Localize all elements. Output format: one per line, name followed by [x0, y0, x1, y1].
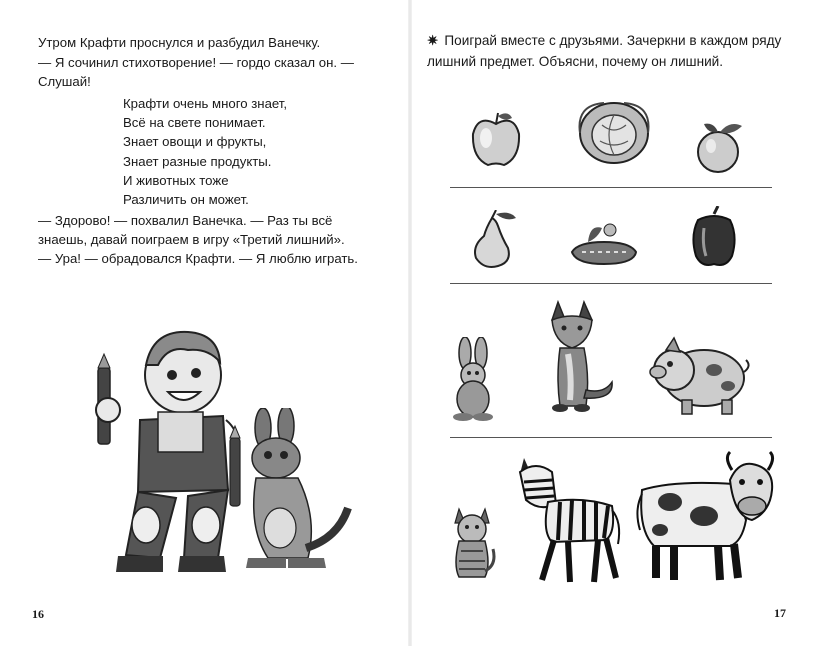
orange-image[interactable]	[696, 118, 746, 176]
reply-line-1: — Здорово! — похвалил Ванечка. — Раз ты всё	[38, 213, 333, 228]
page-number-left: 16	[32, 607, 44, 621]
poem-line: И животных тоже	[123, 172, 229, 188]
intro-line-1: Утром Крафти проснулся и разбудил Ванечку.	[38, 35, 321, 50]
apple-image[interactable]	[468, 110, 524, 168]
row-divider	[450, 187, 772, 188]
cucumber-image[interactable]	[568, 216, 640, 268]
pig-image[interactable]	[644, 336, 750, 418]
intro-line-3: Слушай!	[38, 74, 91, 89]
cat-image[interactable]	[447, 505, 497, 581]
reply-line-2: знаешь, давай поиграем в игру «Третий лишний».	[38, 232, 345, 247]
poem-line: Знает разные продукты.	[123, 153, 272, 169]
bell-pepper-image[interactable]	[688, 206, 740, 270]
pear-image[interactable]	[468, 210, 520, 270]
cow-image[interactable]	[634, 450, 778, 586]
page-number-right: 17	[774, 606, 786, 620]
kangaroo-illustration	[228, 408, 353, 578]
fox-image[interactable]	[538, 298, 618, 416]
row-divider	[450, 437, 772, 438]
task-text: Поиграй вместе с друзьями. Зачеркни в каждом ряду лишний предмет. Объясни, почему он лишний.	[427, 33, 782, 69]
zebra-image[interactable]	[512, 452, 624, 588]
book-gutter	[408, 0, 412, 646]
reply-line-3: — Ура! — обрадовался Крафти. — Я люблю играть.	[38, 251, 358, 266]
poem	[123, 94, 287, 209]
rabbit-image[interactable]	[447, 337, 499, 421]
row-divider	[450, 283, 772, 284]
poem-line: Различить он может.	[123, 192, 249, 208]
intro-line-2: — Я сочинил стихотворение! — гордо сказал он. —	[38, 55, 354, 70]
poem-line: Крафти очень много знает,	[123, 96, 288, 111]
task-star-icon: ✷	[427, 33, 439, 48]
boy-illustration	[88, 320, 248, 580]
poem-line: Всё на свете понимает.	[123, 115, 266, 131]
cabbage-image[interactable]	[574, 95, 654, 167]
task-instruction	[427, 30, 787, 72]
poem-line: Знает овощи и фрукты,	[123, 134, 267, 150]
